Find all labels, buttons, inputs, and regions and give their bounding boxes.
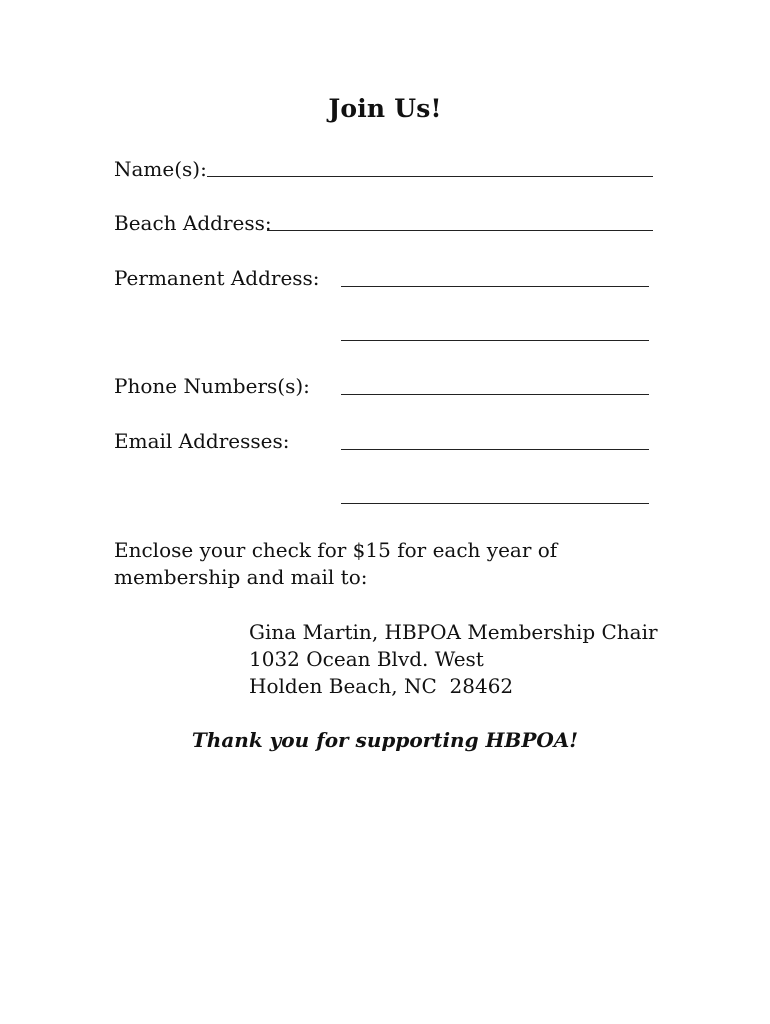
thank-you-message: Thank you for supporting HBPOA! xyxy=(191,728,579,752)
mailing-address xyxy=(249,619,658,700)
payment-instructions: Enclose your check for $15 for each year of membership and mail to: xyxy=(114,538,558,589)
email-addresses-label: Email Addresses: xyxy=(114,429,290,453)
mailing-address-line3: Holden Beach, NC 28462 xyxy=(249,674,514,698)
mailing-address-line1: Gina Martin, HBPOA Membership Chair xyxy=(249,620,658,644)
names-row xyxy=(114,157,207,181)
permanent-address-field-line2[interactable] xyxy=(341,340,649,341)
beach-address-label: Beach Address: xyxy=(114,211,272,235)
permanent-address-row xyxy=(114,266,320,290)
names-label: Name(s): xyxy=(114,157,207,181)
phone-numbers-row xyxy=(114,374,310,398)
phone-numbers-label: Phone Numbers(s): xyxy=(114,374,310,398)
beach-address-field[interactable] xyxy=(267,230,653,231)
permanent-address-label: Permanent Address: xyxy=(114,266,320,290)
beach-address-row xyxy=(114,211,272,235)
names-field[interactable] xyxy=(207,176,653,177)
form-title: Join Us! xyxy=(328,94,442,123)
permanent-address-field-line1[interactable] xyxy=(341,286,649,287)
email-addresses-field-line2[interactable] xyxy=(341,503,649,504)
mailing-address-line2: 1032 Ocean Blvd. West xyxy=(249,647,484,671)
email-addresses-row xyxy=(114,429,289,453)
phone-numbers-field[interactable] xyxy=(341,394,649,395)
email-addresses-field-line1[interactable] xyxy=(341,449,649,450)
